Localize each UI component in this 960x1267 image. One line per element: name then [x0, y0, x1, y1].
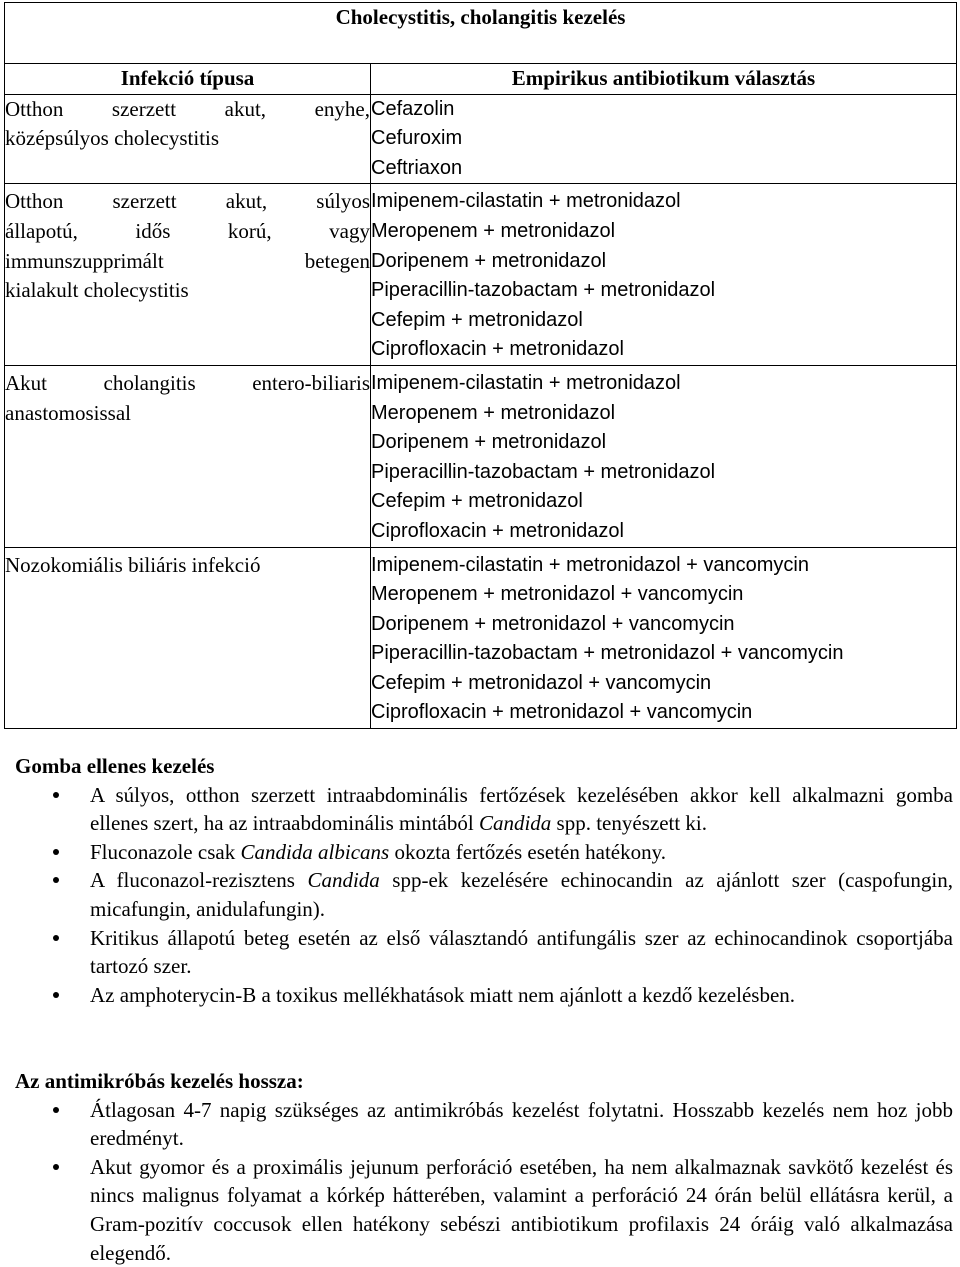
drug-item: Doripenem + metronidazol	[371, 249, 607, 272]
list-item	[15, 981, 953, 1010]
bullet-text: Átlagosan 4-7 napig szükséges az antimikróbás kezelést folytatni. Hosszabb kezelés nem hoz jobb eredményt.	[90, 1097, 953, 1151]
table-row	[5, 184, 957, 366]
infection-line: állapotú, idős korú, vagy	[5, 218, 370, 243]
infection-line: anastomosissal	[5, 400, 131, 425]
duration-list	[15, 1096, 953, 1267]
list-item	[15, 924, 953, 981]
drug-item: Doripenem + metronidazol	[371, 431, 607, 454]
antifungal-title: Gomba ellenes kezelés	[15, 754, 215, 778]
infection-line: középsúlyos cholecystitis	[5, 126, 220, 151]
infection-line: Nozokomiális biliáris infekció	[5, 552, 261, 577]
bullet-text: spp. tenyészett ki.	[551, 811, 708, 836]
column-header-infection: Infekció típusa	[5, 64, 371, 95]
infection-type-cell	[5, 365, 371, 547]
drug-item: Cefuroxim	[371, 127, 463, 150]
drug-item: Meropenem + metronidazol + vancomycin	[371, 583, 744, 606]
bullet-italic-text: Candida albicans	[240, 839, 390, 864]
drug-item: Imipenem-cilastatin + metronidazol	[371, 371, 681, 394]
antifungal-list	[15, 781, 953, 1010]
drug-item: Ciprofloxacin + metronidazol + vancomycin	[371, 701, 753, 724]
bullet-text: Az amphoterycin-B a toxikus mellékhatások miatt nem ajánlott a kezdő kezelésben.	[90, 982, 796, 1007]
drug-item: Imipenem-cilastatin + metronidazol	[371, 190, 681, 213]
bullet-icon	[53, 849, 59, 855]
infection-line: immunszupprimált betegen	[5, 248, 370, 273]
list-item	[15, 1153, 953, 1267]
bullet-icon	[53, 935, 59, 941]
bullet-text: A fluconazol-rezisztens	[90, 868, 308, 893]
table-row	[5, 94, 957, 184]
drug-item: Piperacillin-tazobactam + metronidazol + vancomycin	[371, 642, 844, 665]
list-item	[15, 838, 953, 867]
bullet-text: spp-ek kezelésére echinocandin az ajánlott szer (caspofungin, micafungin, anidulafungin).	[90, 868, 953, 921]
table-title: Cholecystitis, cholangitis kezelés	[5, 3, 957, 64]
bullet-icon	[53, 992, 59, 998]
drug-item: Ciprofloxacin + metronidazol	[371, 519, 624, 542]
antibiotic-cell	[371, 365, 957, 547]
bullet-text: Fluconazole csak	[90, 839, 241, 864]
antibiotic-cell	[371, 94, 957, 184]
duration-section	[15, 1067, 953, 1267]
drug-item: Cefepim + metronidazol + vancomycin	[371, 671, 712, 694]
antifungal-section	[15, 752, 953, 1009]
drug-item: Ceftriaxon	[371, 156, 463, 179]
antibiotic-cell	[371, 547, 957, 729]
treatment-table	[4, 2, 957, 729]
column-header-antibiotic: Empirikus antibiotikum választás	[371, 64, 957, 95]
list-item	[15, 1096, 953, 1153]
drug-item: Meropenem + metronidazol	[371, 401, 616, 424]
bullet-icon	[53, 1164, 59, 1170]
infection-type-cell	[5, 94, 371, 184]
table-row	[5, 365, 957, 547]
infection-type-cell	[5, 184, 371, 366]
list-item	[15, 866, 953, 923]
infection-type-cell	[5, 547, 371, 729]
list-item	[15, 781, 953, 838]
infection-line: Otthon szerzett akut, enyhe,	[5, 96, 370, 121]
drug-item: Imipenem-cilastatin + metronidazol + vancomycin	[371, 553, 809, 576]
infection-line: kialakult cholecystitis	[5, 278, 189, 303]
bullet-icon	[53, 792, 59, 798]
bullet-italic-text: Candida	[478, 811, 552, 836]
drug-item: Cefazolin	[371, 97, 455, 120]
duration-title: Az antimikróbás kezelés hossza:	[15, 1069, 304, 1093]
antibiotic-cell	[371, 184, 957, 366]
bullet-icon	[53, 877, 59, 883]
drug-item: Meropenem + metronidazol	[371, 219, 616, 242]
table-row	[5, 547, 957, 729]
drug-item: Doripenem + metronidazol + vancomycin	[371, 612, 735, 635]
drug-item: Piperacillin-tazobactam + metronidazol	[371, 460, 716, 483]
bullet-icon	[53, 1107, 59, 1113]
bullet-italic-text: Candida	[307, 868, 380, 893]
drug-item: Cefepim + metronidazol	[371, 490, 583, 513]
drug-item: Piperacillin-tazobactam + metronidazol	[371, 279, 716, 302]
infection-line: Otthon szerzett akut, súlyos	[5, 189, 370, 214]
bullet-text: A súlyos, otthon szerzett intraabdominális fertőzések kezelésében akkor kell alkalmazni gomba ellenes szert, ha az intraabdominális mintából	[90, 782, 953, 836]
bullet-text: okozta fertőzés esetén hatékony.	[389, 839, 666, 864]
bullet-text: Kritikus állapotú beteg esetén az első választandó antifungális szer az echinocandinok csoportjába tartozó szer.	[90, 925, 953, 979]
infection-line: Akut cholangitis entero-biliaris	[5, 370, 370, 395]
drug-item: Ciprofloxacin + metronidazol	[371, 338, 624, 361]
drug-item: Cefepim + metronidazol	[371, 308, 583, 331]
bullet-text: Akut gyomor és a proximális jejunum perforáció esetében, ha nem alkalmaznak savkötő kezelést és nincs malignus folyamat a kórkép hátterében, valamint a perforáció 24 órán belül ellátásra kerül, a Gram-pozitív coccusok ellen hatékony sebészi antibiotikum profilaxis 24 óráig való alkalmazása elegendő.	[90, 1154, 953, 1265]
